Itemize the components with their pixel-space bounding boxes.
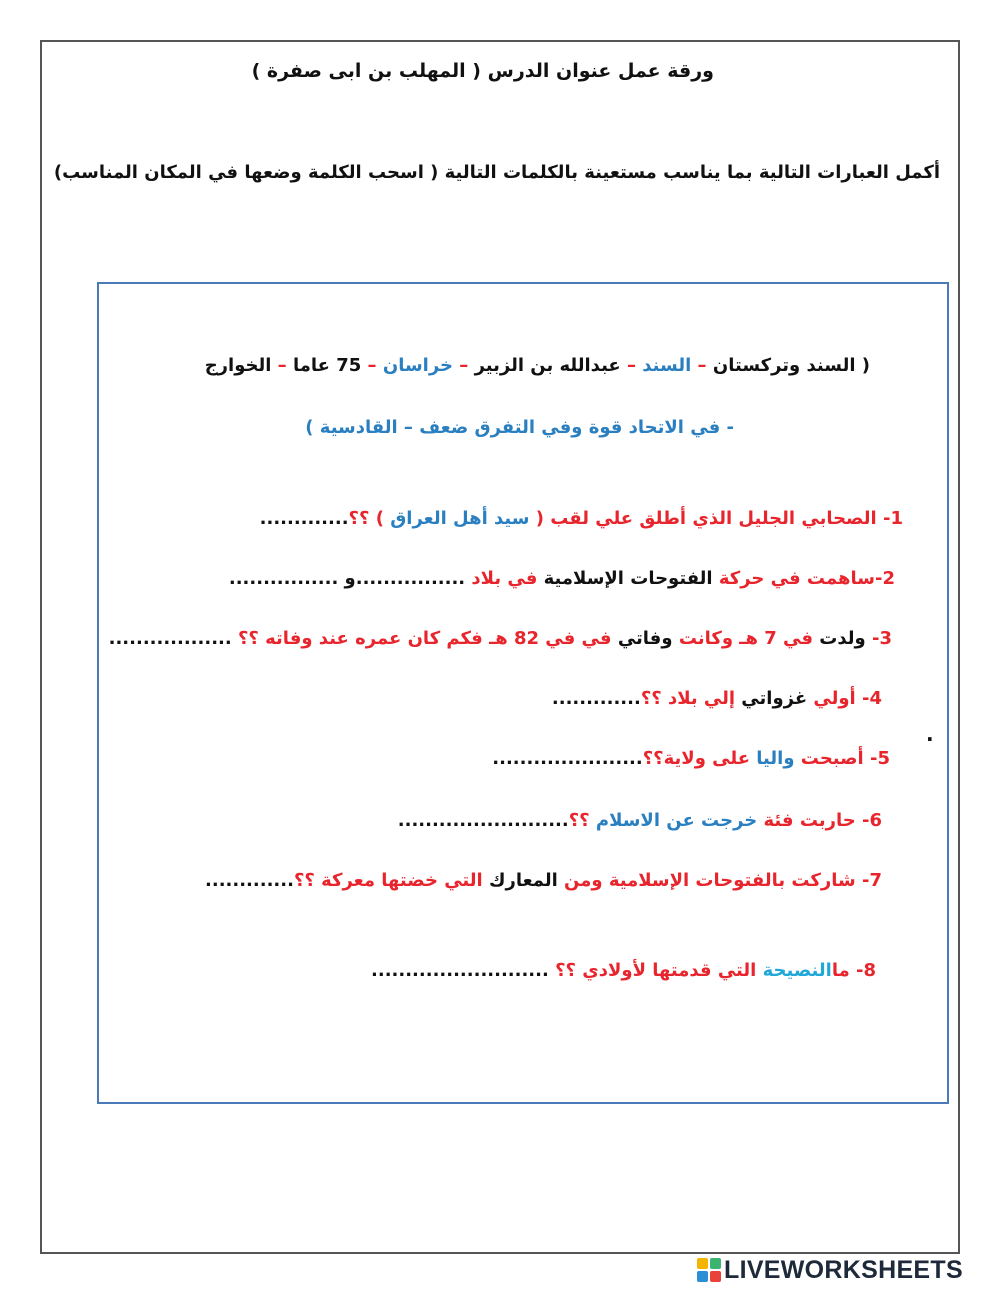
answer-blank[interactable]: ............. (259, 508, 349, 529)
word-sind-turkestan[interactable]: السند وتركستان (712, 355, 856, 376)
question-text: واليا (750, 748, 795, 769)
logo-square (697, 1258, 708, 1269)
answer-blank[interactable]: .................. (108, 628, 232, 649)
question-text: إلي بلاد ؟؟ (640, 688, 736, 709)
question-text: النصيحة (756, 960, 832, 981)
answer-blank[interactable]: ......................... (397, 810, 569, 831)
answer-blank[interactable]: ...................... (492, 748, 643, 769)
question-3 (109, 628, 892, 649)
question-1 (260, 508, 903, 529)
answer-blank[interactable]: ............. (551, 688, 641, 709)
question-text: في 7 هـ وكانت (672, 628, 814, 649)
word-khurasan[interactable]: خراسان (382, 355, 453, 376)
question-text: 7- شاركت بالفتوحات الإسلامية ومن (557, 870, 882, 891)
question-text: المعارك (482, 870, 558, 891)
question-text: على ولاية؟؟ (642, 748, 751, 769)
word-75-years[interactable]: 75 عاما (292, 355, 362, 376)
worksheet-title: ورقة عمل عنوان الدرس ( المهلب بن ابى صفرة ) (251, 60, 714, 82)
word-bank-line-2 (305, 417, 734, 438)
question-text: ) ؟؟ (348, 508, 391, 529)
question-text: في بلاد (465, 568, 538, 589)
answer-blank[interactable]: .......................... (371, 960, 549, 981)
word-bank-line-1 (205, 355, 870, 376)
answer-blank[interactable]: ............. (205, 870, 294, 891)
question-text: غزواتي (735, 688, 808, 709)
question-2 (229, 568, 895, 589)
question-text: 1- الصحابي الجليل الذي أطلق علي لقب ( (529, 508, 903, 529)
liveworksheets-logo (697, 1255, 963, 1285)
question-text: 4- أولي (807, 688, 882, 709)
logo-square (710, 1271, 721, 1282)
word-bank-open-paren: ( (855, 355, 870, 376)
question-text: سيد أهل العراق (390, 508, 530, 529)
question-5 (492, 748, 890, 769)
question-4 (552, 688, 882, 709)
logo-grid-icon (697, 1258, 721, 1282)
question-text: 5- أصبحت (794, 748, 890, 769)
word-sind[interactable]: السند (642, 355, 692, 376)
question-text: خرجت عن الاسلام (595, 810, 758, 831)
question-text: ولدت (813, 628, 866, 649)
logo-text: LIVEWORKSHEETS (724, 1255, 963, 1284)
answer-blank[interactable]: ................و ................ (228, 568, 466, 589)
question-text: 2-ساهمت في حركة (712, 568, 895, 589)
worksheet-instruction: أكمل العبارات التالية بما يناسب مستعينة بالكلمات التالية ( اسحب الكلمة وضعها في المكان المناسب) (53, 162, 940, 183)
word-unity-strength[interactable]: في الاتحاد قوة وفي التفرق ضعف (419, 417, 721, 438)
question-7 (205, 870, 882, 891)
question-text: 8- ما (831, 960, 876, 981)
question-text: في في 82 هـ فكم كان عمره عند وفاته ؟؟ (231, 628, 612, 649)
word-khawarij[interactable]: الخوارج (204, 355, 272, 376)
question-6 (398, 810, 882, 831)
question-text: وفاتي (611, 628, 673, 649)
word-bank-separator: – (691, 355, 707, 376)
question-text: الفتوحات الإسلامية (537, 568, 713, 589)
word-bank-dash: - (720, 417, 734, 438)
word-abdullah-ibn-zubayr[interactable]: عبدالله بن الزبير (474, 355, 621, 376)
logo-square (710, 1258, 721, 1269)
question-text: ؟؟ (568, 810, 596, 831)
question-text: 3- (865, 628, 892, 649)
question-text: التي خضتها معركة ؟؟ (293, 870, 483, 891)
word-bank-separator: – (271, 355, 287, 376)
question-text: 6- حاربت فئة (757, 810, 882, 831)
word-bank-separator: – (397, 417, 413, 438)
word-bank-close-paren: ) (305, 417, 314, 438)
stray-dot: . (926, 722, 934, 746)
word-bank-separator: – (620, 355, 636, 376)
word-bank-separator: – (361, 355, 377, 376)
word-qadisiyyah[interactable]: القادسية (319, 417, 398, 438)
word-bank-separator: – (453, 355, 469, 376)
question-text: التي قدمتها لأولادي ؟؟ (548, 960, 757, 981)
question-8 (371, 960, 876, 981)
logo-square (697, 1271, 708, 1282)
